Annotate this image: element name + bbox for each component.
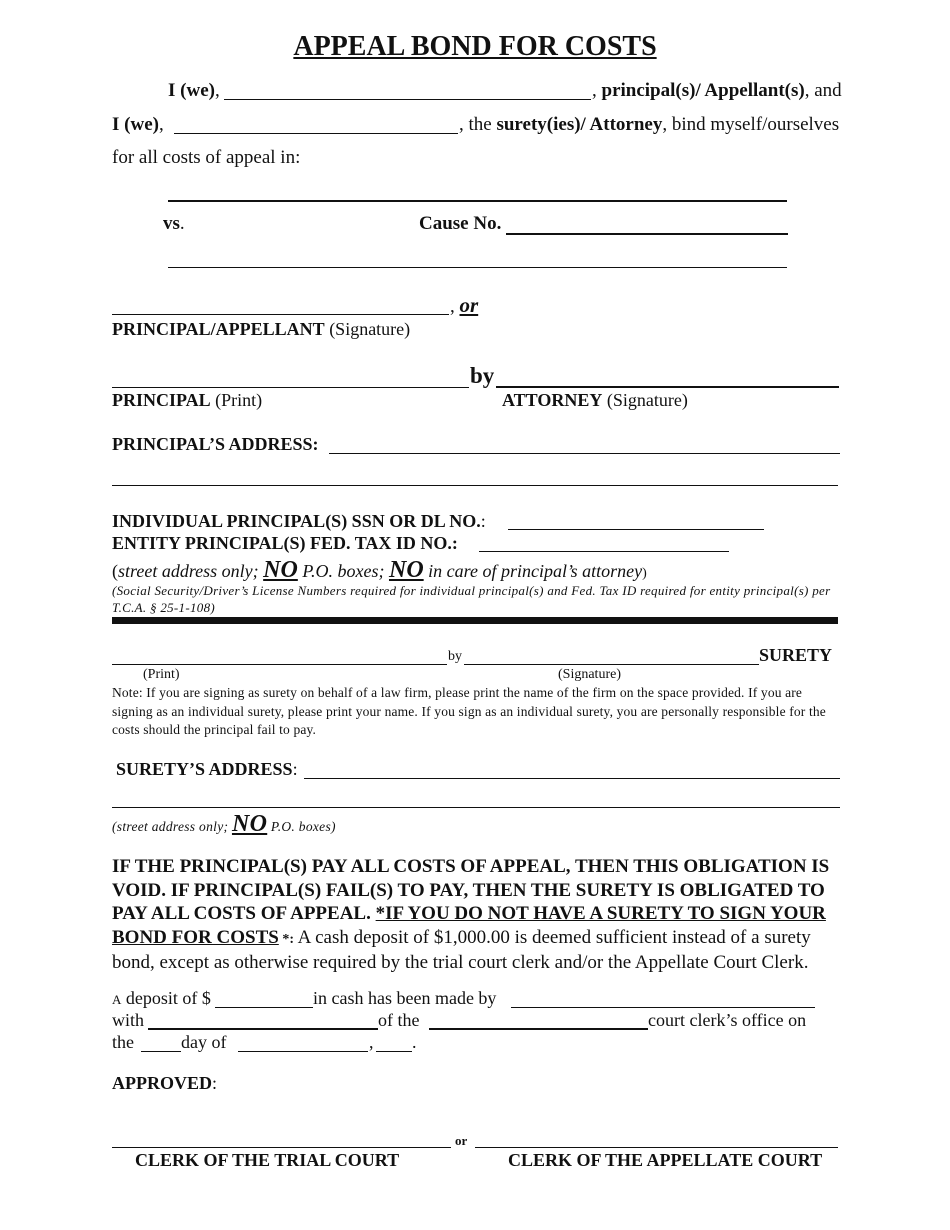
case-party-2-field[interactable]	[168, 250, 787, 268]
by-label: by	[470, 363, 495, 388]
appellate-clerk-signature-field[interactable]	[475, 1130, 838, 1148]
comma: ,	[592, 80, 597, 101]
obligation-paragraph: IF THE PRINCIPAL(S) PAY ALL COSTS OF APPEAL, THEN THIS OBLIGATION IS VOID. IF PRINCIPAL(S) FAIL(S) TO PAY, THEN THE SURETY IS OBLIGATED TO PAY ALL COSTS OF APPEAL. *IF YOU DO NOT HAVE A SURETY TO SIGN YOUR BOND FOR COSTS *: A cash deposit of $1,000.00 is deemed sufficient instead of a surety bond, except as otherwise required by the trial court clerk and/or the Appellate Court Clerk.	[112, 856, 830, 973]
deposit-with-label: with	[112, 1010, 145, 1030]
and-text: , and	[804, 80, 842, 101]
principal-print-field[interactable]	[112, 370, 469, 388]
vs-label: vs.	[163, 213, 185, 234]
no-surety-notice: *IF YOU DO NOT HAVE A SURETY TO SIGN YOUR BOND FOR COSTS	[112, 903, 826, 948]
ssn-requirement-note: (Social Security/Driver’s License Numbers required for individual principal(s) and Fed. Tax ID required for entity principal(s) per T.C.A. § 25-1-108)	[112, 583, 831, 615]
comma: ,	[158, 114, 164, 135]
bind-text: , bind myself/ourselves	[662, 114, 840, 135]
principal-appellant-signature-label: PRINCIPAL/APPELLANT (Signature)	[112, 319, 411, 339]
intro-line-1	[168, 81, 220, 100]
surety-name-field[interactable]	[174, 116, 458, 134]
intro-line-1-end	[592, 81, 842, 100]
tax-id-field[interactable]	[479, 534, 729, 552]
principal-address-label: PRINCIPAL’S ADDRESS:	[112, 434, 319, 454]
deposit-with-field[interactable]	[148, 1011, 378, 1030]
surety-print-field[interactable]	[112, 647, 447, 665]
attorney-signature-label: ATTORNEY (Signature)	[502, 390, 688, 410]
obligation-bold-text: IF THE PRINCIPAL(S) PAY ALL COSTS OF APPEAL, THEN THIS OBLIGATION IS VOID. IF PRINCIPAL(S) FAIL(S) TO PAY, THEN THE SURETY IS OBLIGATED TO PAY ALL COSTS OF APPEAL.	[112, 856, 830, 924]
trial-clerk-label: CLERK OF THE TRIAL COURT	[135, 1150, 400, 1170]
principal-address-field[interactable]	[329, 436, 840, 454]
approved-label: APPROVED:	[112, 1073, 218, 1093]
cause-number-label: Cause No.	[419, 213, 502, 234]
street-address-note: (street address only; NO P.O. boxes; NO in care of principal’s attorney)	[112, 557, 647, 583]
principal-print-label: PRINCIPAL (Print)	[112, 390, 263, 410]
deposit-made-by-label: in cash has been made by	[313, 988, 497, 1008]
deposit-of-the-label: of the	[378, 1010, 420, 1030]
deposit-court-clerk-label: court clerk’s office on	[648, 1010, 807, 1030]
surety-address-label: SURETY’S ADDRESS:	[116, 759, 298, 779]
comma: ,	[214, 80, 220, 101]
cash-deposit-text: A cash deposit of $1,000.00 is deemed sufficient instead of a surety bond, except as otherwise required by the trial court clerk and/or the Appellate Court Clerk.	[112, 926, 811, 973]
deposit-year-field[interactable]	[376, 1034, 412, 1052]
surety-by-label: by	[448, 649, 462, 664]
deposit-comma: ,	[369, 1032, 374, 1052]
deposit-day-of-label: day of	[181, 1032, 227, 1052]
principal-name-field[interactable]	[224, 82, 591, 100]
ssn-label: INDIVIDUAL PRINCIPAL(S) SSN OR DL NO.:	[112, 511, 486, 531]
tax-id-label: ENTITY PRINCIPAL(S) FED. TAX ID NO.:	[112, 533, 458, 553]
page-title: APPEAL BOND FOR COSTS	[293, 31, 657, 62]
surety-street-note: (street address only; NO P.O. boxes)	[112, 811, 336, 837]
the-text: , the	[459, 114, 492, 135]
attorney-signature-field[interactable]	[496, 369, 839, 388]
deposit-month-field[interactable]	[238, 1034, 368, 1052]
section-divider	[112, 617, 838, 624]
or-text: , or	[450, 293, 479, 317]
deposit-amount-field[interactable]	[215, 990, 313, 1008]
principal-address-field-2[interactable]	[112, 468, 838, 486]
deposit-the-label: the	[112, 1032, 134, 1052]
trial-clerk-signature-field[interactable]	[112, 1130, 451, 1148]
approval-or-label: or	[455, 1133, 468, 1148]
cause-number-field[interactable]	[506, 216, 788, 235]
deposit-line-1: A deposit of $	[112, 988, 211, 1008]
deposit-period: .	[412, 1032, 417, 1052]
intro-line-2	[112, 115, 164, 134]
surety-note: Note: If you are signing as surety on behalf of a law firm, please print the name of the firm on the space provided. If you are signing as an individual surety, please print your name. If you sign as an individual surety, you are personally responsible for the costs should the principal fail to pay.	[112, 685, 826, 737]
deposit-court-field[interactable]	[429, 1011, 648, 1030]
deposit-day-field[interactable]	[141, 1034, 181, 1052]
principal-signature-field[interactable]	[112, 297, 449, 315]
case-party-1-field[interactable]	[168, 183, 787, 202]
surety-signature-field[interactable]	[464, 647, 759, 665]
surety-signature-label: (Signature)	[558, 667, 621, 682]
surety-label: SURETY	[759, 645, 833, 665]
principal-role-label: principal(s)/ Appellant(s)	[601, 80, 805, 101]
surety-address-field[interactable]	[304, 761, 840, 779]
deposit-made-by-field[interactable]	[511, 990, 815, 1008]
surety-role-label: surety(ies)/ Attorney	[496, 114, 663, 135]
intro-line-3: for all costs of appeal in:	[112, 147, 301, 168]
appellate-clerk-label: CLERK OF THE APPELLATE COURT	[508, 1150, 823, 1170]
intro-line-2-end	[459, 115, 839, 134]
i-we-label-2: I (we)	[112, 114, 159, 135]
surety-print-label: (Print)	[143, 667, 180, 682]
surety-address-field-2[interactable]	[112, 790, 840, 808]
ssn-field[interactable]	[508, 512, 764, 530]
i-we-label: I (we)	[168, 80, 215, 101]
